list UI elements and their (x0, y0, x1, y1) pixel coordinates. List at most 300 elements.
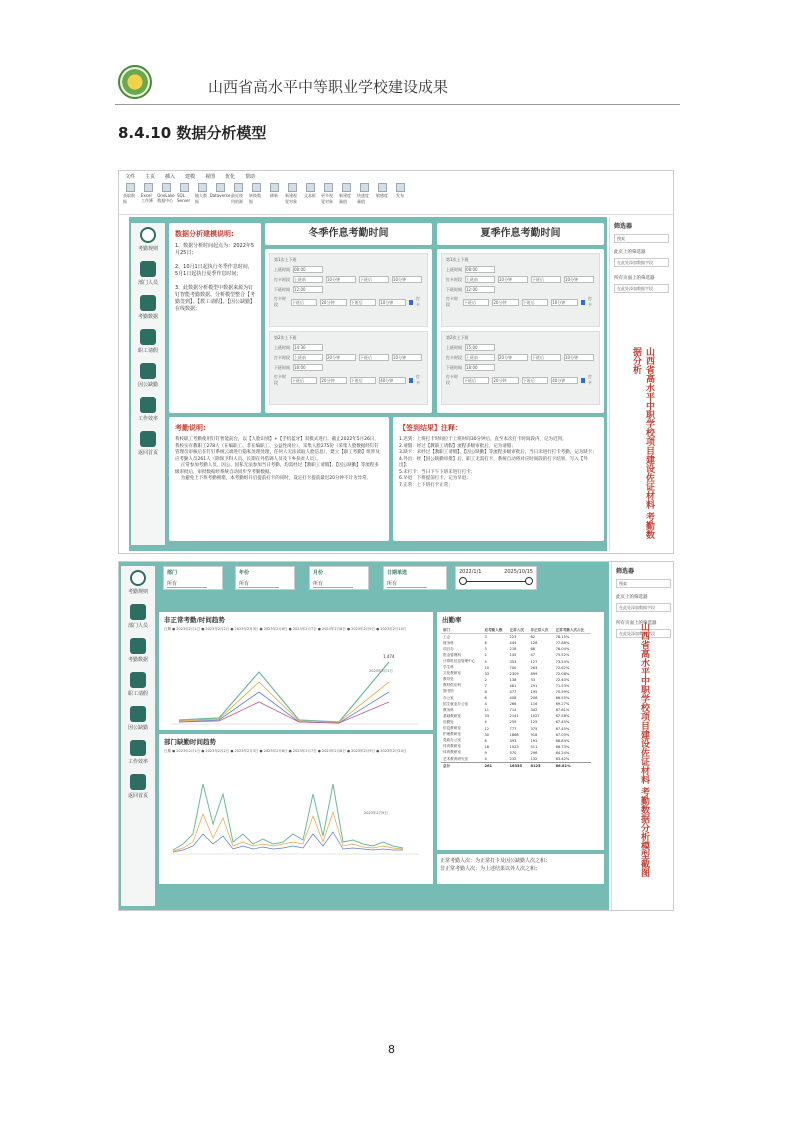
select[interactable]: 10分钟 (564, 354, 594, 361)
chart1-peak-label: 1,474 (383, 654, 395, 659)
select[interactable]: 下班后 (291, 299, 317, 306)
checkbox[interactable] (409, 378, 413, 383)
table-cell: 16 (484, 744, 490, 749)
table-cell: 72.08% (555, 671, 570, 676)
off-label: 下班时间 (274, 286, 290, 292)
table-cell: 1868 (509, 732, 519, 737)
nav-item[interactable] (138, 295, 158, 320)
select[interactable]: 下班后 (359, 276, 389, 283)
chart1-date-label: 2023年3月1日 (369, 669, 393, 673)
ribbon-button[interactable] (285, 183, 299, 212)
select[interactable]: 20分钟 (492, 299, 518, 306)
winter-shift1 (269, 253, 428, 327)
nav-label: 考勤规则 (137, 246, 158, 252)
nav-icon (130, 604, 146, 620)
ribbon-icon (360, 183, 369, 192)
ribbon-label: 文本框 (304, 193, 316, 198)
select[interactable]: 下班后 (531, 354, 561, 361)
table-cell: 68 (530, 647, 536, 652)
table-cell: 53 (530, 677, 536, 682)
table-cell: 3 (484, 635, 487, 640)
table-cell: 7 (484, 683, 487, 688)
table-cell: 10 (484, 665, 490, 670)
table-cell: 教务科 (443, 707, 454, 712)
select[interactable]: 下班后 (291, 377, 317, 384)
header-divider (115, 104, 680, 105)
select[interactable]: 20分钟 (320, 377, 346, 384)
menu-bar (119, 171, 673, 181)
menu-item[interactable]: 插入 (165, 174, 176, 180)
column-header[interactable]: 正常人次 (508, 627, 529, 634)
nav-column (121, 566, 155, 906)
slicer-department[interactable] (163, 566, 223, 590)
slicer-label: 月份 (313, 570, 324, 576)
table-cell: 77.88% (555, 641, 570, 646)
slicer-label: 日期单选 (387, 570, 408, 576)
time-input[interactable]: 12:00 (465, 286, 495, 293)
select[interactable]: 10分钟 (326, 276, 356, 283)
ribbon-icon (162, 183, 171, 192)
time-input[interactable]: 12:00 (293, 286, 323, 293)
checkbox[interactable] (581, 300, 585, 305)
table-cell: 艺术教育研究室 (443, 756, 469, 761)
slicer-date[interactable] (383, 566, 447, 590)
result-note-card (393, 417, 604, 541)
table-cell: 408 (509, 696, 517, 701)
date-range-slider[interactable] (455, 566, 537, 590)
slider-handle-left[interactable] (459, 577, 467, 585)
slicer-value[interactable]: 所有 (313, 580, 353, 588)
table-cell: 777 (509, 726, 517, 731)
table-cell: 2 (484, 677, 487, 682)
attend-note-text: 我校职工考勤使用钉钉智能前台，以【人脸识别】+【手机蓝牙】双模式进行。截止2022年5月26日，我校实有教职工278人（在编职工、非在编职工、公益性岗位），采集人脸275份（采集人脸数据经钉钉管理员审核后在钉钉系统云端进行隐私处理处理，任何人无法读取人脸信息），建立【职工考勤】组涉及应考勤人员261人（除保卫科人员、长期在外借调人员及下乡扶贫人员）。 正常参加考勤人员，因公、因私无法参加当日考勤，均需经过【教职工请假】、【因公缺勤】等流程多级审批后，审批数据经系统自动同步至考勤数据。 为避免上下班考勤拥堵，本考勤组开启提前打卡的同时，设定打卡提前最迟20分钟不计为异常。 (175, 437, 380, 481)
ribbon-button[interactable] (209, 183, 231, 212)
nav-label: 部门人员 (137, 280, 158, 286)
ribbon-label: 新建度量值 (339, 193, 351, 204)
ribbon-toolbar (119, 181, 673, 215)
table-cell: 918 (530, 732, 538, 737)
attend-note-card (169, 417, 389, 541)
chart-department-absence (159, 734, 433, 884)
table-cell: 计算机信息管理中心 (443, 659, 476, 664)
table-cell: 财务科 (443, 640, 454, 645)
chart-abnormal-trend (159, 612, 433, 730)
nav-icon (130, 672, 146, 688)
filter-title: 筛选器 (616, 568, 635, 575)
ribbon-label: 更多视觉对象 (321, 193, 333, 204)
ribbon-icon (288, 183, 297, 192)
select[interactable]: 40分钟 (379, 377, 405, 384)
nav-icon (140, 329, 156, 345)
ribbon-icon (306, 183, 315, 192)
page-filters-label: 此页上的筛选器 (614, 250, 646, 255)
ribbon-icon (234, 183, 243, 192)
ribbon-label: SQL Server (177, 193, 191, 203)
nav-item[interactable] (138, 329, 158, 354)
table-title: 出勤率 (442, 616, 462, 624)
ribbon-button[interactable] (231, 183, 245, 212)
table-cell: 66.55% (555, 696, 570, 701)
table-cell: 477 (509, 689, 517, 694)
slicer-value[interactable]: 所有 (239, 580, 279, 588)
filter-pane (611, 562, 674, 911)
table-cell: 11 (484, 708, 490, 713)
add-field-drop[interactable]: 在此处添加数据字段 (614, 284, 669, 293)
ribbon-label: 转换数据 (249, 193, 261, 204)
card-label: 打卡 (588, 374, 592, 385)
nav-item[interactable] (128, 672, 148, 697)
ribbon-button[interactable] (177, 183, 191, 212)
nav-item[interactable] (138, 363, 158, 388)
ribbon-label: 发布 (396, 193, 404, 198)
menu-item[interactable]: 主页 (145, 174, 156, 180)
filter-search-input[interactable]: 搜索 (616, 579, 671, 588)
table-cell: 16355 (508, 763, 529, 770)
time-input[interactable]: 08:00 (293, 266, 323, 273)
filter-pane (609, 217, 673, 551)
select[interactable]: 10分钟 (551, 299, 577, 306)
chart2-title: 部门缺勤时间趋势 (164, 738, 216, 746)
time-input[interactable]: 18:00 (293, 364, 323, 371)
table-cell: 项目办 (443, 646, 454, 651)
table-cell: 8125 (529, 763, 554, 770)
table-cell: 71.53% (555, 683, 570, 688)
shift2-label: 第2次上下班 (274, 335, 297, 340)
nav-label: 考勤规则 (127, 589, 148, 595)
shift1-label: 第1次上下班 (446, 257, 469, 262)
slicer-month[interactable] (309, 566, 369, 590)
menu-item[interactable]: 帮助 (245, 174, 256, 180)
time-input[interactable]: 18:00 (465, 364, 495, 371)
table-cell: 75.52% (555, 653, 570, 658)
column-header[interactable]: 应考勤人数 (482, 627, 507, 634)
punch-label: 打卡时段 (446, 276, 462, 282)
select[interactable]: 10分钟 (392, 276, 422, 283)
table-cell: 393 (509, 738, 517, 743)
table-cell: 511 (530, 744, 538, 749)
table-cell: 191 (530, 683, 538, 688)
table-cell: 232 (509, 757, 517, 762)
vertical-stamp-note: 山西省高水平中职学校项目建设佐证材料 考勤数据分析 (631, 347, 654, 540)
menu-item[interactable]: 文件 (125, 174, 136, 180)
winter-title: 冬季作息考勤时间 (265, 223, 432, 245)
select[interactable]: 10分钟 (564, 276, 594, 283)
ribbon-label: 新建视觉对象 (285, 193, 297, 204)
header-title: 山西省高水平中等职业学校建设成果 (208, 78, 449, 96)
select[interactable]: 20分钟 (320, 299, 346, 306)
table-cell: 66.84% (555, 738, 570, 743)
screenshot-powerbi-analysis (118, 561, 674, 911)
nav-label: 返回首页 (127, 793, 148, 799)
slicer-label: 年份 (239, 570, 250, 576)
select[interactable]: 20分钟 (326, 354, 356, 361)
series-line (173, 784, 403, 850)
attendance-rate-table-card (437, 612, 604, 850)
vertical-stamp-note: 山西省高水平中职学校项目建设佐证材料 考勤数据分析模型截图 (639, 622, 649, 878)
table-cell: 护理教研室 (443, 732, 461, 737)
select[interactable]: 下班后 (463, 299, 489, 306)
ribbon-icon (144, 183, 153, 192)
school-logo-icon (118, 65, 152, 99)
nav-label: 工作效率 (127, 759, 148, 765)
punch-label: 打卡时段 (274, 276, 290, 282)
nav-icon (130, 570, 146, 586)
ribbon-button[interactable] (357, 183, 371, 212)
menu-item[interactable]: 建模 (185, 174, 196, 180)
nav-item[interactable] (128, 638, 148, 663)
card-label: 打卡 (416, 374, 420, 385)
filter-search-input[interactable]: 搜索 (614, 234, 669, 243)
ribbon-button[interactable] (303, 183, 317, 212)
nav-item[interactable] (138, 227, 158, 252)
model-note-title: 数据分析建模说明: (175, 230, 234, 238)
slider-handle-right[interactable] (525, 577, 533, 585)
menu-item[interactable]: 优化 (225, 174, 236, 180)
select[interactable]: 下班后 (350, 299, 376, 306)
select[interactable]: 下班后 (522, 299, 548, 306)
summer-title: 夏季作息考勤时间 (437, 223, 604, 245)
table-cell: 党政办公室 (443, 738, 461, 743)
select[interactable]: 下班后 (350, 377, 376, 384)
table-cell: 4 (484, 702, 487, 707)
table-cell: 文化教研室 (443, 671, 461, 676)
select[interactable]: 下班后 (522, 377, 548, 384)
punch-label: 打卡时段 (446, 374, 458, 385)
ribbon-icon (126, 183, 135, 192)
nav-item[interactable] (128, 570, 148, 595)
nav-label: 部门人员 (127, 623, 148, 629)
table-cell: 72.40% (555, 677, 570, 682)
ribbon-icon (378, 183, 387, 192)
table-cell: 招生就业办公室 (443, 701, 469, 706)
ribbon-label: Excel 工作簿 (141, 193, 153, 203)
table-cell: 5 (484, 659, 487, 664)
select[interactable]: 上班前 (465, 276, 495, 283)
table-cell: 481 (509, 683, 517, 688)
ribbon-label: 敏感度 (376, 193, 388, 198)
ribbon-icon (216, 183, 225, 192)
ribbon-button[interactable] (141, 183, 155, 212)
table-cell: 1023 (509, 744, 519, 749)
nav-label: 因公缺勤 (137, 382, 158, 388)
attend-note-title: 考勤说明: (175, 424, 206, 432)
table-cell: 6 (484, 738, 487, 743)
table-cell: 工会 (443, 634, 451, 639)
table-cell: 342 (530, 708, 538, 713)
ribbon-label: Dataverse (209, 193, 231, 198)
table-cell: 67.58% (555, 714, 570, 719)
add-field-drop[interactable]: 在此处添加数据字段 (614, 258, 669, 267)
select[interactable]: 下班后 (531, 276, 561, 283)
table-cell: 62 (530, 635, 536, 640)
select[interactable]: 20分钟 (498, 354, 528, 361)
slicer-label: 部门 (167, 570, 178, 576)
table-cell: 33 (484, 714, 490, 719)
select[interactable]: 下班后 (463, 377, 489, 384)
ribbon-button[interactable] (375, 183, 389, 212)
table-cell: 学生科 (443, 665, 454, 670)
table-cell: 后勤处 (443, 719, 454, 724)
shift2-label: 第2次上下班 (446, 335, 469, 340)
table-cell: 30 (484, 732, 490, 737)
nav-item[interactable] (128, 774, 148, 799)
column-header[interactable]: 非正常人次 (529, 627, 554, 634)
on-label: 上班时间 (446, 266, 462, 272)
result-note-title: 【签到结果】注释： (399, 424, 462, 432)
table-cell: 体育教研室 (443, 744, 461, 749)
chart1-title: 非正常考勤/时间趋势 (164, 616, 225, 624)
ribbon-icon (180, 183, 189, 192)
nav-icon (140, 295, 156, 311)
table-cell: 教材供应科 (443, 683, 461, 688)
table-cell: 67.61% (555, 708, 570, 713)
table-cell: 图书馆 (443, 689, 454, 694)
nav-item[interactable] (128, 706, 148, 731)
ribbon-button[interactable] (123, 183, 137, 212)
table-cell: 63.42% (555, 757, 570, 762)
on-label: 上班时间 (274, 266, 290, 272)
slicer-year[interactable] (235, 566, 295, 590)
table-cell: 375 (530, 726, 538, 731)
ribbon-icon (198, 183, 207, 192)
table-cell: 69.27% (555, 702, 570, 707)
table-cell: 138 (509, 677, 517, 682)
nav-icon (140, 431, 156, 447)
select[interactable]: 10分钟 (498, 276, 528, 283)
column-header[interactable]: 部门 (441, 627, 482, 634)
chart1-legend: 日期 ● 2023年2月1日 ● 2023年2月2日 ● 2023年2月3日 ● 2023年2月6日 ● 2023年2月7日 ● 2023年2月8日 ● 2023年2月9日 ● 2023年2月10日 (164, 627, 407, 631)
slider-track (463, 581, 529, 582)
ribbon-button[interactable] (195, 183, 209, 212)
note-text: 正常考勤人次：为正常打卡及因公缺勤人次之和； 非正常考勤人次：为上述结果以外人次之和； (440, 858, 551, 872)
table-cell: 3 (484, 647, 487, 652)
select[interactable]: 40分钟 (551, 377, 577, 384)
table-cell: 127 (530, 659, 538, 664)
ribbon-icon (324, 183, 333, 192)
punch-label: 打卡时段 (274, 296, 286, 307)
nav-label: 考勤数据 (127, 657, 148, 663)
table-cell: 67.05% (555, 732, 570, 737)
on-label: 上班时间 (446, 344, 462, 350)
add-field-drop[interactable]: 在此处添加数据字段 (616, 629, 671, 638)
screenshot-powerbi-rules (118, 170, 674, 554)
table-cell: 266 (509, 702, 517, 707)
ribbon-button[interactable] (339, 183, 353, 212)
result-note-text: 1.迟到：上班打卡时间位于上班时间30分钟后，直至本次打卡时间段内，记为迟到。 2.请假：经过【教职工请假】流程多级审批后，记为请假； 3.缺卡：未经过【教职工请假】、【因公缺勤】等流程多级审批后，当日未进行打卡考勤，记为缺卡； 4.外出：经【因公缺勤审批】后，职工无需打卡，系统自动将对应时间段的打卡结果，写入【外出】； 5.未打卡：当日下午下班未进行打卡； 6.早退：下班提前打卡，记为早退； 7.正常：上下班打卡正常； (399, 437, 597, 488)
nav-label: 职工请假 (127, 691, 148, 697)
table-cell: 263 (530, 665, 538, 670)
menu-item[interactable]: 视图 (205, 174, 216, 180)
nav-icon (130, 774, 146, 790)
page-filters-label: 此页上的筛选器 (616, 595, 648, 600)
table-cell: 64.24% (555, 750, 570, 755)
table-cell: 223 (509, 635, 517, 640)
chart2-date-label: 2023年2月9日 (364, 811, 388, 815)
ribbon-label: 获取数据 (123, 193, 135, 204)
table-cell: 33 (484, 671, 490, 676)
table-row (441, 634, 591, 641)
nav-label: 工作效率 (137, 416, 158, 422)
attendance-table (441, 627, 591, 769)
table-cell: 6 (484, 641, 487, 646)
table-cell: 2309 (509, 671, 519, 676)
series-line (179, 702, 389, 723)
chart2-svg (159, 754, 433, 884)
ribbon-icon (270, 183, 279, 192)
table-row (441, 756, 591, 763)
off-label: 下班时间 (446, 364, 462, 370)
table-cell: 570 (509, 750, 517, 755)
nav-item[interactable] (138, 261, 158, 286)
table-cell: 206 (530, 696, 538, 701)
select[interactable]: 10分钟 (392, 354, 422, 361)
time-input[interactable]: 14:30 (293, 344, 323, 351)
range-start: 2022/1/1 (459, 569, 482, 575)
nav-item[interactable] (138, 397, 158, 422)
nav-item[interactable] (138, 431, 158, 456)
select[interactable]: 上班前 (293, 354, 323, 361)
ribbon-button[interactable] (159, 183, 173, 212)
select[interactable]: 上班前 (293, 276, 323, 283)
select[interactable]: 下班后 (359, 354, 389, 361)
select[interactable]: 20分钟 (492, 377, 518, 384)
table-cell: 67.45% (555, 726, 570, 731)
add-field-drop[interactable]: 在此处添加数据字段 (616, 603, 671, 612)
nav-icon (140, 397, 156, 413)
ribbon-button[interactable] (249, 183, 263, 212)
nav-icon (140, 363, 156, 379)
ribbon-label: OneLake 数据中心 (157, 193, 175, 203)
checkbox[interactable] (409, 300, 413, 305)
time-input[interactable]: 08:00 (465, 266, 495, 273)
table-cell: 191 (530, 738, 538, 743)
punch-label: 打卡时段 (274, 354, 290, 360)
ribbon-button[interactable] (321, 183, 335, 212)
chart1-svg (159, 632, 433, 732)
column-header[interactable]: 正常考勤人次占比 (554, 627, 591, 634)
section-title: 8.4.10 数据分析模型 (118, 124, 267, 142)
slicer-value[interactable]: 所有 (387, 580, 427, 588)
card-label: 打卡 (588, 296, 592, 307)
nav-item[interactable] (128, 740, 148, 765)
model-note-card (169, 223, 261, 413)
nav-label: 考勤数据 (137, 314, 158, 320)
table-cell: 128 (530, 641, 538, 646)
table-cell: 73.54% (555, 659, 570, 664)
table-cell: 2141 (509, 714, 519, 719)
select[interactable]: 10分钟 (379, 299, 405, 306)
table-cell: 70.99% (555, 689, 570, 694)
table-cell: 78.15% (555, 635, 570, 640)
nav-icon (140, 227, 156, 243)
ribbon-label: 刷新 (270, 193, 278, 198)
select[interactable]: 上班前 (465, 354, 495, 361)
table-cell: 72.62% (555, 665, 570, 670)
time-input[interactable]: 15:00 (465, 344, 495, 351)
nav-item[interactable] (128, 604, 148, 629)
table-cell: 259 (509, 720, 517, 725)
punch-label: 打卡时段 (446, 296, 458, 307)
ribbon-button[interactable] (267, 183, 281, 212)
table-cell: 195 (530, 689, 538, 694)
table-cell: 6 (484, 696, 487, 701)
table-total-row (441, 763, 591, 770)
table-cell: 353 (509, 659, 517, 664)
checkbox[interactable] (581, 378, 585, 383)
slicer-value[interactable]: 所有 (167, 580, 207, 588)
ribbon-button[interactable] (393, 183, 407, 212)
table-cell: 9 (484, 750, 487, 755)
